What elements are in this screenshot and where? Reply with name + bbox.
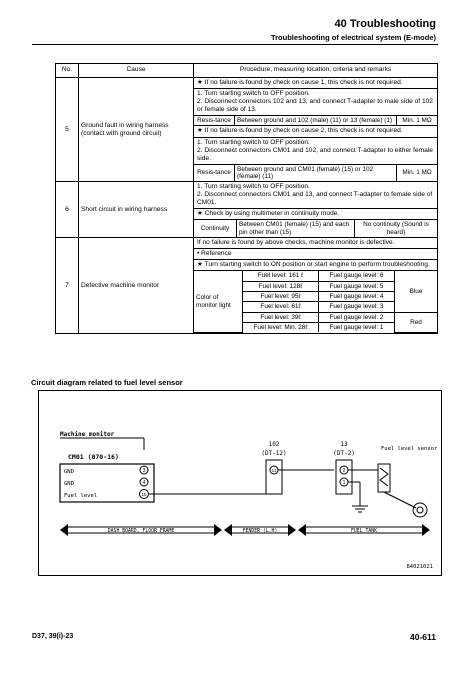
table-row bbox=[56, 78, 438, 182]
fuel-level-cell: Fuel level: 39ℓ bbox=[243, 312, 319, 322]
criteria-label: Resis-tance bbox=[194, 116, 235, 126]
header-subtitle: Troubleshooting of electrical system (E-mode) bbox=[270, 33, 436, 42]
float-arm bbox=[384, 492, 416, 508]
row-procedure bbox=[194, 182, 438, 238]
note-star: ★ Check by using multimeter in continuity mode. bbox=[194, 208, 437, 219]
row-procedure bbox=[194, 238, 438, 334]
row-cause: Defective machine monitor bbox=[79, 238, 194, 334]
light-color-blue: Blue bbox=[395, 271, 438, 312]
header-rule bbox=[32, 44, 438, 45]
criteria-table bbox=[194, 115, 437, 125]
sensor-body bbox=[378, 464, 390, 492]
note-star: ★ Turn starting switch to ON position or start engine to perform troubleshooting. bbox=[194, 259, 437, 270]
zone-dash-board: DASH BOARD, FLOOR FRAME bbox=[107, 529, 175, 534]
footer-model: D37, 39(i)-23 bbox=[32, 633, 74, 640]
step-2: 2. Disconnect connectors 102 and 13, and connect T-adapter to male side of 102 or female side of 13. bbox=[197, 98, 433, 114]
criteria-location: Between ground and CM01 (female) (15) or 102 (female) (11) bbox=[235, 164, 397, 181]
connector-102-pin: 11 bbox=[271, 468, 277, 473]
criteria-location: Between CM01 (female) (15) and each pin other than (15) bbox=[237, 220, 355, 237]
fuel-level-label: Fuel level bbox=[64, 493, 98, 499]
step-1: 1. Turn starting switch to OFF position. bbox=[197, 138, 310, 146]
pin-3: 3 bbox=[142, 468, 146, 474]
zone-fender: FENDER (L.H) bbox=[242, 529, 278, 534]
criteria-label: Resis-tance bbox=[194, 164, 235, 181]
criteria-location: Between ground and 102 (male) (11) or 13 (female) (1) bbox=[235, 116, 397, 126]
criteria-label: Color of monitor light bbox=[194, 271, 243, 333]
col-no-header: No. bbox=[56, 64, 79, 78]
cm01-label: CM01 (070-16) bbox=[68, 453, 119, 461]
fuel-level-cell: Fuel level: 161 ℓ bbox=[243, 271, 319, 281]
gauge-level-cell: Fuel gauge level: 5 bbox=[318, 281, 394, 291]
row-cause: Short circuit in wiring harness bbox=[79, 182, 194, 238]
criteria-value: Min. 1 MΩ bbox=[397, 164, 438, 181]
criteria-value: No continuity (Sound is heard) bbox=[355, 220, 438, 237]
criteria-label: Continuity bbox=[194, 220, 237, 237]
connector-13-pin-1: 1 bbox=[342, 480, 346, 486]
light-color-red: Red bbox=[395, 312, 438, 332]
footer-page-number: 40-611 bbox=[410, 632, 436, 642]
gauge-level-cell: Fuel gauge level: 2 bbox=[318, 312, 394, 322]
circuit-diagram-title: Circuit diagram related to fuel level sensor bbox=[31, 378, 183, 387]
criteria-table bbox=[194, 219, 437, 237]
machine-monitor-label: Machine monitor bbox=[60, 431, 115, 438]
step-1: 1. Turn starting switch to OFF position. bbox=[197, 90, 310, 98]
connector-13-label: 13 bbox=[340, 441, 348, 448]
gauge-level-cell: Fuel gauge level: 3 bbox=[318, 302, 394, 312]
connector-102-type: (DT-12) bbox=[261, 450, 287, 457]
table-row bbox=[56, 238, 438, 334]
diagram-frame bbox=[39, 391, 442, 576]
step-2: 2. Disconnect connectors CM01 and 102, and connect T-adapter to either female side. bbox=[197, 146, 433, 162]
sensor-label: Fuel level sensor bbox=[381, 446, 438, 452]
monitor-light-table bbox=[194, 270, 437, 333]
diagram-code: 84021021 bbox=[406, 564, 433, 570]
gauge-level-cell: Fuel gauge level: 1 bbox=[318, 323, 394, 333]
pin-15: 15 bbox=[141, 492, 147, 497]
table-row bbox=[56, 182, 438, 238]
fuel-level-cell: Fuel level: 95ℓ bbox=[243, 291, 319, 301]
circuit-diagram bbox=[38, 390, 442, 580]
gnd-label-1: GND bbox=[64, 469, 74, 475]
col-cause-header: Cause bbox=[79, 64, 194, 78]
note-star: ★ If no failure is found by check on cause 1, this check is not required. bbox=[197, 79, 403, 86]
fuel-level-cell: Fuel level: 128ℓ bbox=[243, 281, 319, 291]
fuel-level-cell: Fuel level: 61ℓ bbox=[243, 302, 319, 312]
row-procedure bbox=[194, 78, 438, 182]
pin-4: 4 bbox=[142, 480, 146, 486]
step-2: 2. Disconnect connectors CM01 and 13, and connect T-adapter to female side of CM01. bbox=[197, 191, 433, 207]
step bbox=[194, 88, 437, 115]
connector-102-box bbox=[266, 460, 282, 494]
row-number: 7 bbox=[56, 238, 79, 334]
note-star: ★ If no failure is found by check on cause 2, this check is not required. bbox=[194, 125, 437, 136]
float bbox=[413, 503, 427, 517]
gauge-level-cell: Fuel gauge level: 4 bbox=[318, 291, 394, 301]
troubleshooting-table bbox=[55, 63, 438, 334]
gauge-level-cell: Fuel gauge level: 6 bbox=[318, 271, 394, 281]
step bbox=[194, 182, 437, 208]
col-procedure-header: Procedure, measuring location, criteria and remarks bbox=[194, 64, 438, 78]
reference-note: • Reference bbox=[194, 248, 437, 259]
note: If no failure is found by above checks, machine monitor is defective. bbox=[197, 239, 395, 247]
row-number: 6 bbox=[56, 182, 79, 238]
fuel-level-cell: Fuel level: Min. 28ℓ bbox=[243, 323, 319, 333]
table-header-row bbox=[56, 64, 438, 78]
row-cause: Ground fault in wiring harness (contact with ground circuit) bbox=[79, 78, 194, 182]
connector-13-box bbox=[336, 460, 352, 494]
criteria-table bbox=[194, 164, 437, 182]
step bbox=[194, 137, 437, 164]
criteria-value: Min. 1 MΩ bbox=[397, 116, 438, 126]
zone-fuel-tank: FUEL TANK bbox=[351, 529, 377, 534]
header-title: 40 Troubleshooting bbox=[334, 18, 436, 30]
connector-102-label: 102 bbox=[268, 441, 280, 448]
gnd-label-2: GND bbox=[64, 481, 74, 487]
connector-13-type: (DT-2) bbox=[333, 450, 355, 457]
step-1: 1. Turn starting switch to OFF position. bbox=[197, 183, 310, 191]
connector-13-pin-2: 2 bbox=[342, 468, 346, 474]
row-number: 5 bbox=[56, 78, 79, 182]
